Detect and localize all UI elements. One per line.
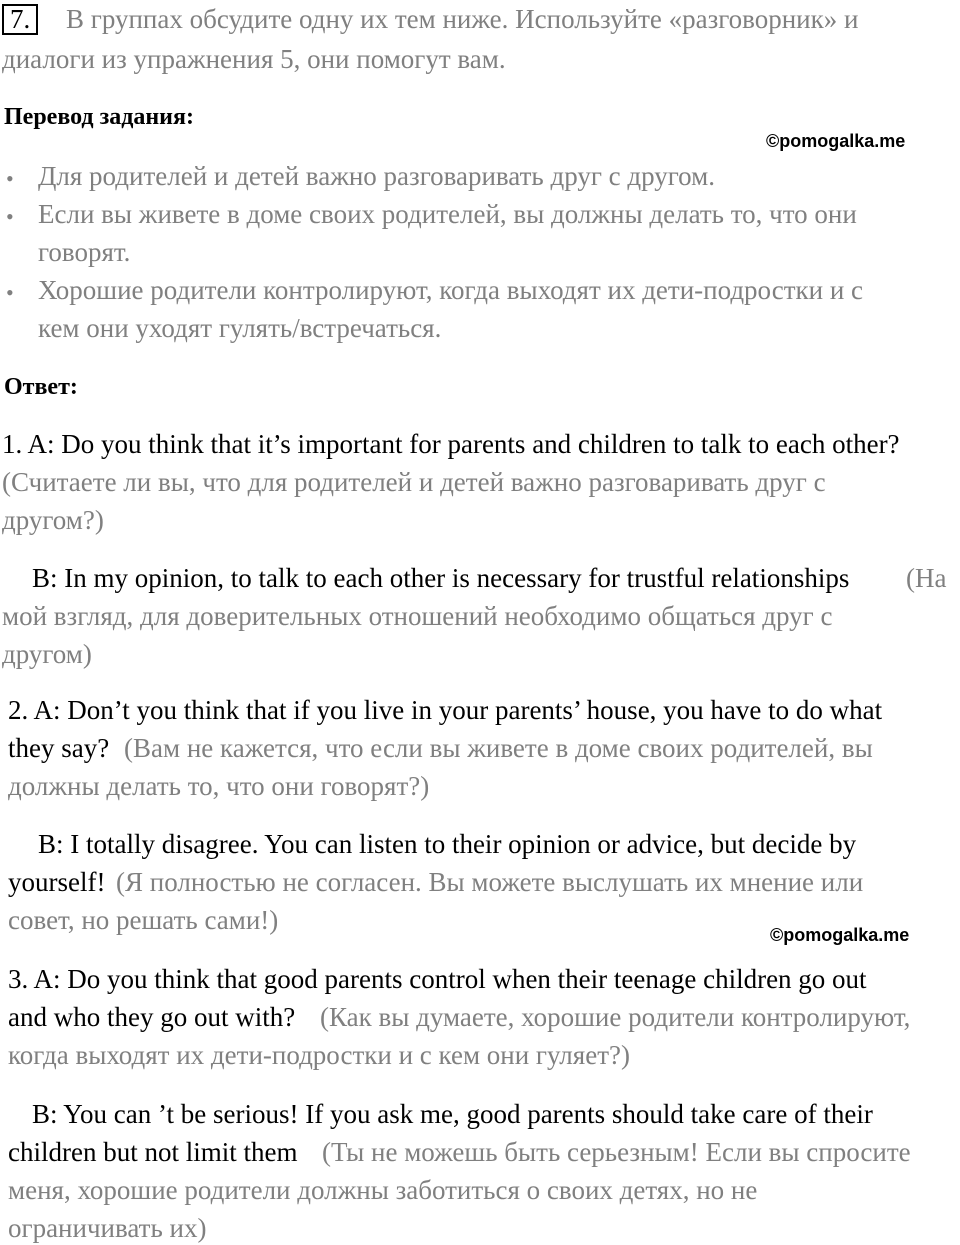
dialogue-2-a-russian-line2: должны делать то, что они говорят?): [8, 771, 430, 801]
dialogue-2-b-russian-line2: совет, но решать сами!): [8, 905, 279, 935]
dialogue-2-b-english-line2: yourself!: [8, 867, 106, 897]
dialogue-1-b-russian-start: (На: [906, 563, 947, 593]
dialogue-1-a-russian-line1: (Считаете ли вы, что для родителей и детей важно разговаривать друг с: [2, 467, 826, 497]
translation-item-3-line1: Хорошие родители контролируют, когда выходят их дети-подростки и с: [38, 275, 864, 305]
dialogue-3-a-english-line2: and who they go out with?: [8, 1002, 296, 1032]
exercise-instruction-line1: В группах обсудите одну их тем ниже. Используйте «разговорник» и: [66, 4, 859, 34]
watermark: ©pomogalka.me: [766, 131, 906, 151]
translation-item-3-line2: кем они уходят гулять/встречаться.: [38, 313, 442, 343]
dialogue-3-a-english-line1: 3. A: Do you think that good parents control when their teenage children go out: [8, 964, 867, 994]
dialogue-1-b-russian-line1: мой взгляд, для доверительных отношений необходимо общаться друг с: [2, 601, 833, 631]
dialogue-1-a-russian-line2: другом?): [2, 505, 104, 535]
translation-item-2-line2: говорят.: [38, 237, 131, 267]
dialogue-1-b-english: B: In my opinion, to talk to each other is necessary for trustful relationships: [32, 563, 850, 593]
dialogue-1-b-russian-line2: другом): [2, 639, 92, 669]
bullet-icon: •: [6, 166, 14, 191]
dialogue-3-b-english-line1: B: You can ’t be serious! If you ask me, good parents should take care of their: [32, 1099, 873, 1129]
dialogue-2-a-russian-line1: (Вам не кажется, что если вы живете в доме своих родителей, вы: [124, 733, 873, 763]
translation-heading: Перевод задания:: [4, 104, 194, 130]
exercise-instruction-line2: диалоги из упражнения 5, они помогут вам.: [2, 44, 506, 74]
dialogue-2-a-english-line2: they say?: [8, 733, 110, 763]
dialogue-2-a-english-line1: 2. A: Don’t you think that if you live in your parents’ house, you have to do what: [8, 695, 883, 725]
dialogue-3-b-russian-line2: меня, хорошие родители должны заботиться о своих детях, но не: [8, 1175, 758, 1205]
dialogue-3-a-russian-line2: когда выходят их дети-подростки и с кем они гуляет?): [8, 1040, 630, 1070]
dialogue-2-b-russian-line1: (Я полностью не согласен. Вы можете выслушать их мнение или: [116, 867, 864, 897]
translation-item-2-line1: Если вы живете в доме своих родителей, вы должны делать то, что они: [38, 199, 857, 229]
dialogue-3-b-russian-line3: ограничивать их): [8, 1213, 207, 1243]
dialogue-3-b-russian-line1: (Ты не можешь быть серьезным! Если вы спросите: [322, 1137, 911, 1167]
dialogue-2-b-english-line1: B: I totally disagree. You can listen to their opinion or advice, but decide by: [38, 829, 857, 859]
dialogue-3-b-english-line2: children but not limit them: [8, 1137, 298, 1167]
exercise-number: 7.: [2, 4, 38, 35]
bullet-icon: •: [6, 280, 14, 305]
dialogue-3-a-russian-line1: (Как вы думаете, хорошие родители контролируют,: [320, 1002, 911, 1032]
bullet-icon: •: [6, 204, 14, 229]
watermark: ©pomogalka.me: [770, 925, 910, 945]
translation-item-1: Для родителей и детей важно разговаривать друг с другом.: [38, 161, 716, 191]
dialogue-1-a-english: 1. A: Do you think that it’s important for parents and children to talk to each other?: [2, 429, 900, 459]
answer-heading: Ответ:: [4, 374, 78, 400]
